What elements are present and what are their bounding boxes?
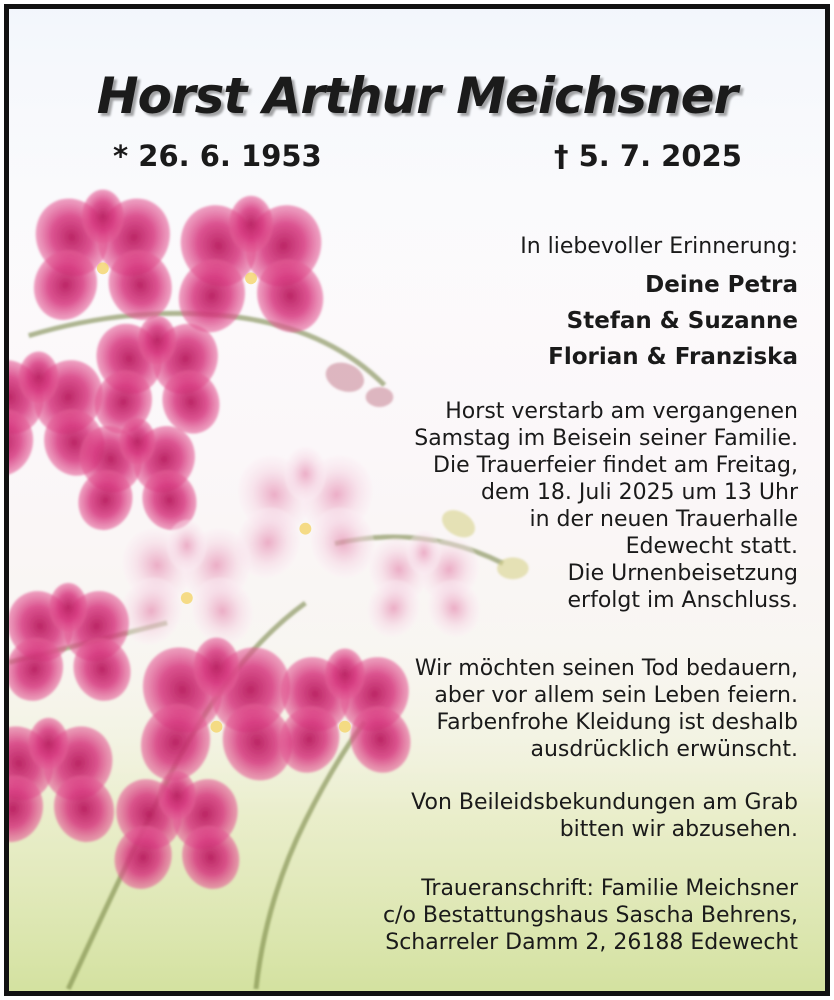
text-line: Farbenfrohe Kleidung ist deshalb (436, 710, 798, 735)
text-line: Wir möchten seinen Tod bedauern, (414, 656, 798, 681)
text-line: ausdrücklich erwünscht. (530, 737, 798, 762)
mourner-name: Stefan & Suzanne (566, 308, 798, 334)
text-line: Horst verstarb am vergangenen (445, 399, 798, 424)
text-line: Edewecht statt. (625, 534, 798, 559)
celebration-paragraph (415, 655, 798, 763)
text-line: Die Urnenbeisetzung (567, 561, 798, 586)
birth-date: * 26. 6. 1953 (113, 139, 322, 173)
death-date: † 5. 7. 2025 (554, 139, 742, 173)
intro-text: In liebevoller Erinnerung: (520, 234, 798, 259)
text-line: Die Trauerfeier findet am Freitag, (433, 453, 798, 478)
obituary-card (4, 4, 830, 996)
address-line: Traueranschrift: Familie Meichsner (421, 876, 798, 901)
text-line: dem 18. Juli 2025 um 13 Uhr (481, 480, 798, 505)
funeral-info-paragraph (414, 398, 798, 614)
deceased-name: Horst Arthur Meichsner (96, 67, 738, 125)
address-line: c/o Bestattungshaus Sascha Behrens, (382, 903, 798, 928)
text-line: Samstag im Beisein seiner Familie. (414, 426, 798, 451)
text-line: bitten wir abzusehen. (559, 817, 798, 842)
mourner-name: Deine Petra (645, 272, 798, 298)
memorial-intro (520, 232, 798, 262)
address-line: Scharreler Damm 2, 26188 Edewecht (385, 930, 798, 955)
text-line: in der neuen Trauerhalle (529, 507, 798, 532)
mourner-name: Florian & Franziska (548, 344, 798, 370)
mourners-list (548, 267, 798, 375)
text-line: aber vor allem sein Leben feiern. (434, 683, 798, 708)
text-line: erfolgt im Anschluss. (567, 588, 798, 613)
condolence-paragraph (411, 789, 798, 843)
mourning-address (383, 875, 798, 956)
text-line: Von Beileidsbekundungen am Grab (411, 790, 798, 815)
